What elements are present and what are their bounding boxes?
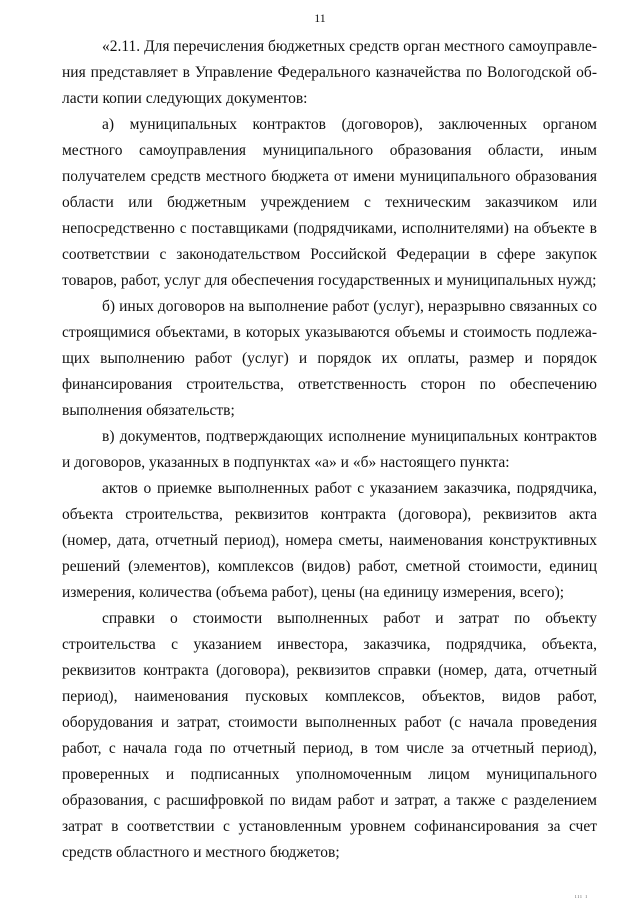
paragraph-item-b: б) иных договоров на выполнение работ (услуг), неразрывно связанных со строящимися объектами, в которых указываются объемы и стоимость подлежащих выполнению работ (услуг) и порядок их оплаты, размер и порядок финансирования строительства, ответственность сторон по обеспечению выполнения обязательств; xyxy=(62,298,597,419)
paragraph-acts: актов о приемке выполненных работ с указанием заказчика, подрядчика, объекта строительства, реквизитов контракта (договора), реквизитов акта (номер, дата, отчетный период), номера сметы, наименования конструктивных решений (элементов), комплексов (видов) работ, сметной стоимости, единиц измерения, количества (объема работ), цены (на единицу измерения, всего); xyxy=(62,480,597,601)
document-body xyxy=(62,34,597,866)
paragraph-item-v: в) документов, подтверждающих исполнение муниципальных контрактов и договоров, указанных в подпунктах «а» и «б» настоящего пункта: xyxy=(62,428,597,471)
paragraph-2-11-intro: «2.11. Для перечисления бюджетных средств орган местного самоуправления представляет в Управление Федерального казначейства по Вологодской области копии следующих документов: xyxy=(62,38,597,107)
footer-mark: ııı ı xyxy=(574,894,588,900)
paragraph-item-a: а) муниципальных контрактов (договоров), заключенных органом местного самоуправления муниципального образования области, иным получателем средств местного бюджета от имени муниципального образования области или бюджетным учреждением с техническим заказчиком или непосредственно с поставщиками (подрядчиками, исполнителями) на объекте в соответствии с законодательством Российской Федерации в сфере закупок товаров, работ, услуг для обеспечения государственных и муниципальных нужд; xyxy=(62,116,597,289)
paragraph-cost-certificate: справки о стоимости выполненных работ и затрат по объекту строительства с указанием инвестора, заказчика, подрядчика, объекта, реквизитов контракта (договора), реквизитов справки (номер, дата, отчетный период), наименования пусковых комплексов, объектов, видов работ, оборудования и затрат, стоимости выполненных работ (с начала проведения работ, с начала года по отчетный период, в том числе за отчетный период), проверенных и подписанных уполномоченным лицом муниципального образования, с расшифровкой по видам работ и затрат, а также с разделением затрат в соответствии с установленным уровнем софинансирования за счет средств областного и местного бюджетов; xyxy=(62,610,597,861)
page-number: 11 xyxy=(314,11,326,25)
